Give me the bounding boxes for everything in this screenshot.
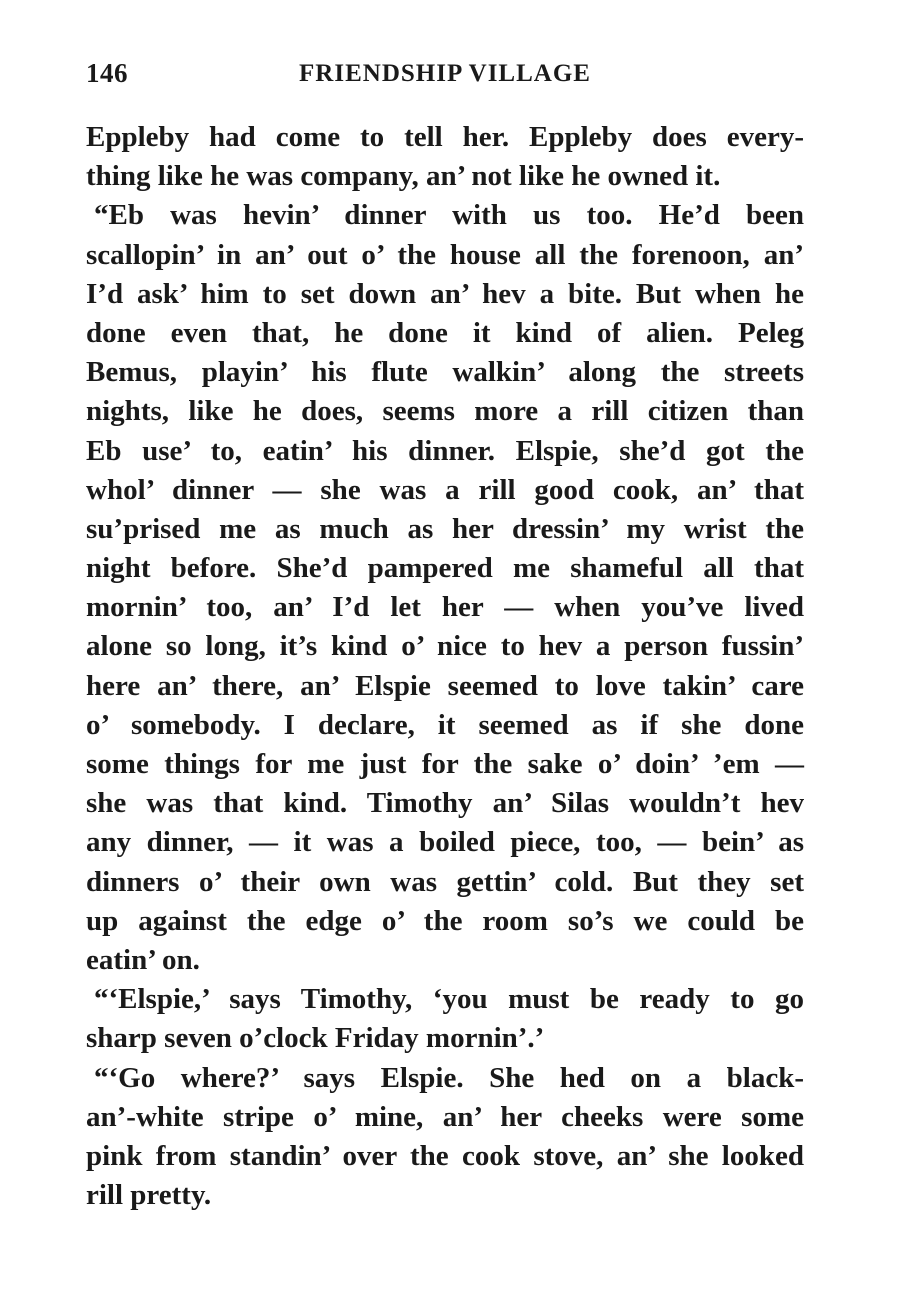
text-line: rill pretty. <box>86 1179 212 1212</box>
running-head <box>86 58 804 98</box>
text-line: dinners o’ their own was gettin’ cold. But they set <box>86 865 804 898</box>
text-line: “‘Elspie,’ says Timothy, ‘you must be ready to go <box>94 983 804 1016</box>
body-text <box>86 118 804 1215</box>
page-number: 146 <box>86 58 128 88</box>
text-line: some things for me just for the sake o’ doin’ ’em — <box>86 748 804 780</box>
text-line: mornin’ too, an’ I’d let her — when you’ve lived <box>86 591 804 624</box>
text-line: Bemus, playin’ his flute walkin’ along the streets <box>86 356 804 389</box>
text-line: she was that kind. Timothy an’ Silas wouldn’t hev <box>86 787 804 820</box>
text-line: alone so long, it’s kind o’ nice to hev a person fussin’ <box>86 630 804 663</box>
text-line: thing like he was company, an’ not like he owned it. <box>86 160 721 193</box>
text-line: “‘Go where?’ says Elspie. She hed on a black- <box>94 1061 804 1094</box>
text-line: an’-white stripe o’ mine, an’ her cheeks were some <box>86 1100 804 1133</box>
text-line: scallopin’ in an’ out o’ the house all the forenoon, an’ <box>86 238 804 271</box>
text-line: pink from standin’ over the cook stove, an’ she looked <box>86 1139 804 1172</box>
text-line: night before. She’d pampered me shameful all that <box>86 552 804 585</box>
running-title: FRIENDSHIP VILLAGE <box>299 60 591 87</box>
text-line: o’ somebody. I declare, it seemed as if she done <box>86 708 804 741</box>
text-line: nights, like he does, seems more a rill citizen than <box>86 395 804 428</box>
text-line: eatin’ on. <box>86 943 200 976</box>
text-line: here an’ there, an’ Elspie seemed to love takin’ care <box>86 669 804 702</box>
text-line: Eppleby had come to tell her. Eppleby does every- <box>86 121 804 153</box>
text-line: sharp seven o’clock Friday mornin’.’ <box>86 1022 545 1055</box>
text-line: I’d ask’ him to set down an’ hev a bite. But when he <box>86 277 804 310</box>
book-page <box>86 58 804 1215</box>
text-line: su’prised me as much as her dressin’ my wrist the <box>86 512 804 545</box>
text-line: “Eb was hevin’ dinner with us too. He’d been <box>94 199 804 232</box>
text-line: whol’ dinner — she was a rill good cook, an’ that <box>86 473 804 506</box>
text-line: Eb use’ to, eatin’ his dinner. Elspie, she’d got the <box>86 434 804 467</box>
text-line: done even that, he done it kind of alien. Peleg <box>86 316 804 349</box>
text-line: up against the edge o’ the room so’s we could be <box>86 904 804 937</box>
text-line: any dinner, — it was a boiled piece, too, — bein’ as <box>86 826 804 859</box>
